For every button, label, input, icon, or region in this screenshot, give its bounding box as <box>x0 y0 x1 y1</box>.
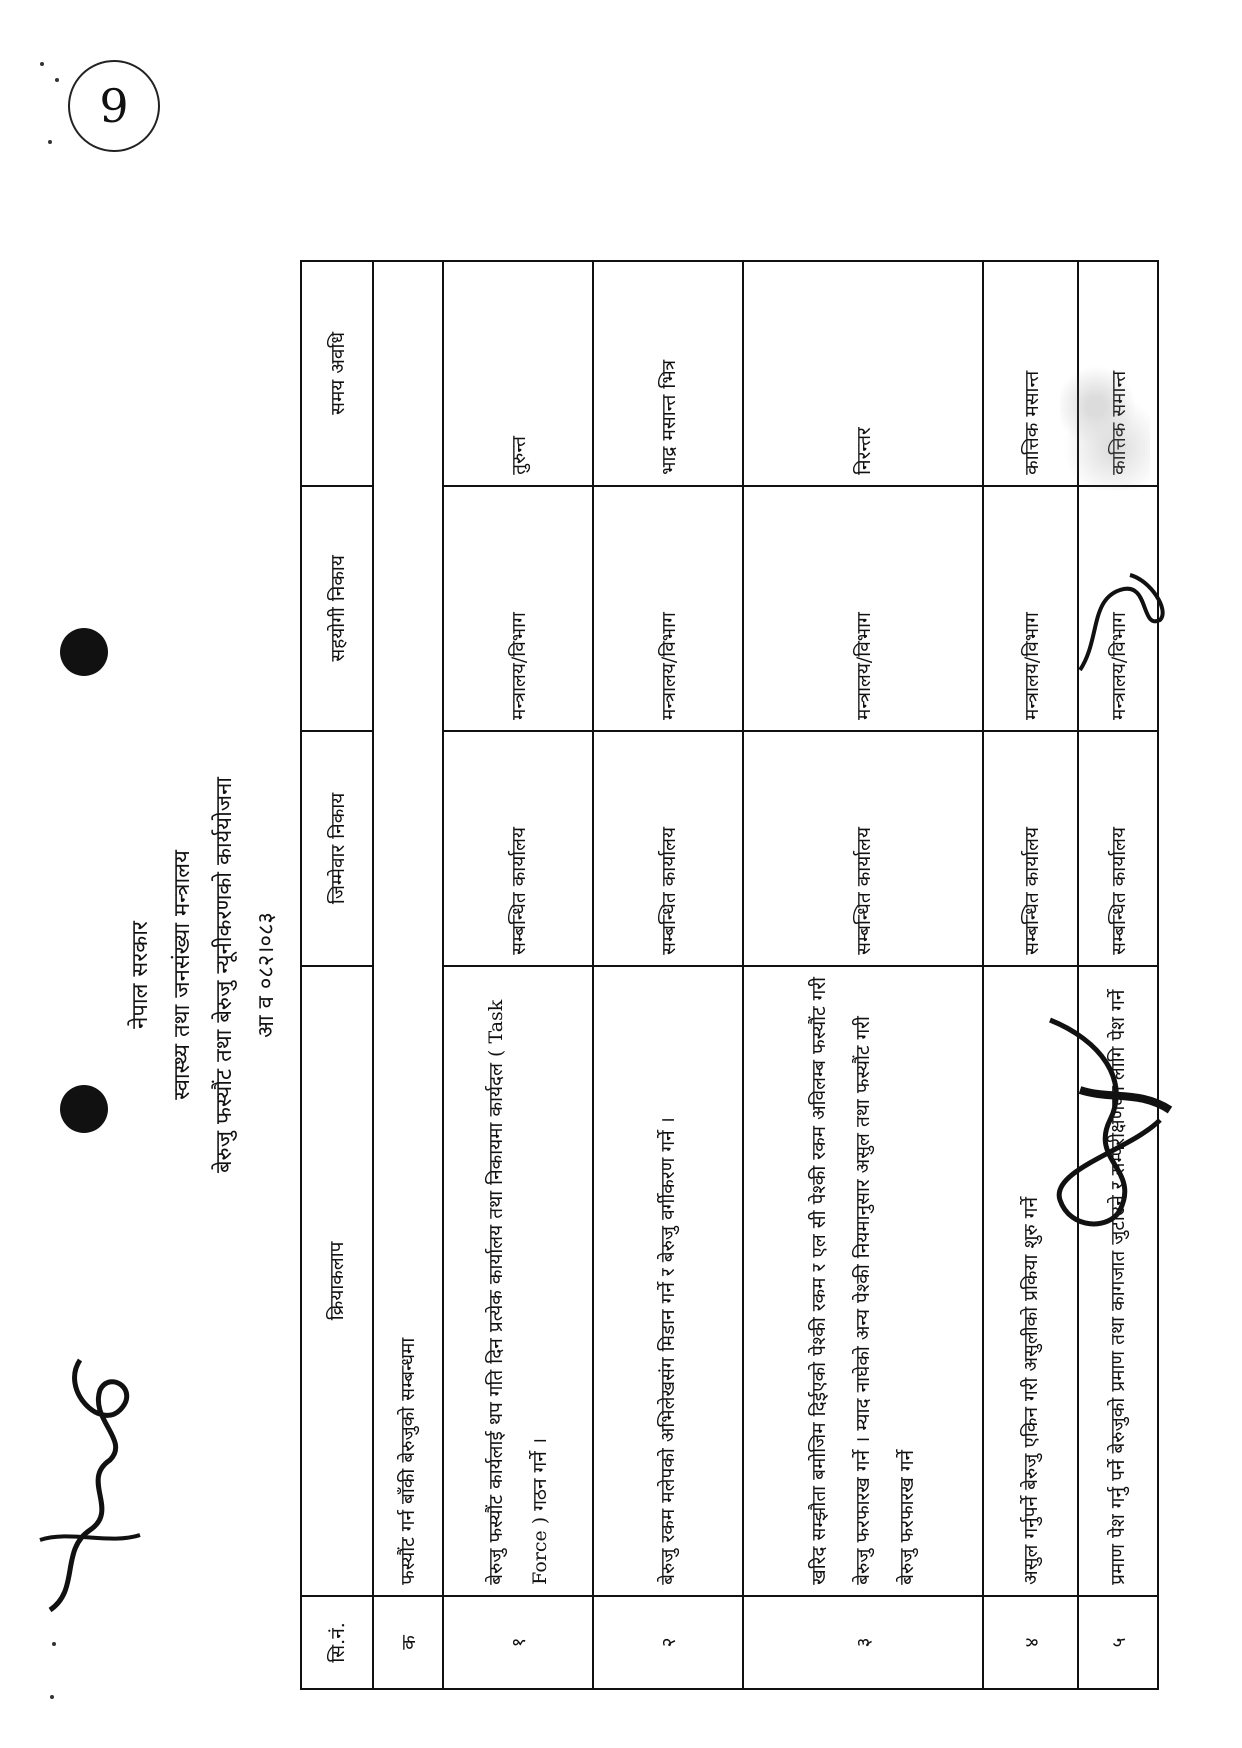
row-support: मन्त्रालय/विभाग <box>1078 486 1158 731</box>
action-plan-table <box>300 260 1159 1690</box>
col-header-sn: सि.नं. <box>301 1596 373 1689</box>
row-timeline: निरन्तर <box>743 261 983 486</box>
table-row <box>443 261 593 1689</box>
row-support: मन्त्रालय/विभाग <box>593 486 743 731</box>
row-responsible: सम्बन्धित कार्यालय <box>1078 731 1158 966</box>
row-timeline: कात्तिक मसान्त <box>983 261 1078 486</box>
row-timeline: भाद्र मसान्त भित्र <box>593 261 743 486</box>
scan-speck <box>40 62 44 66</box>
row-sn: ४ <box>983 1596 1078 1689</box>
punch-hole <box>60 1085 108 1133</box>
section-title: फस्यौंट गर्न बाँकी बेरुजुको सम्बन्धमा <box>373 261 443 1596</box>
document-body <box>120 260 1130 1690</box>
table-header-row <box>301 261 373 1689</box>
row-sn: ५ <box>1078 1596 1158 1689</box>
section-label: क <box>373 1596 443 1689</box>
row-sn: ३ <box>743 1596 983 1689</box>
scan-speck <box>50 1695 54 1699</box>
row-activity: बेरुजु फस्यौंट कार्यलाई थप गति दिन प्रत्येक कार्यालय तथा निकायमा कार्यदल ( Task Force ) गठन गर्ने । <box>443 966 593 1596</box>
punch-hole <box>60 628 108 676</box>
row-activity: असुल गर्नुपर्ने बेरुजु एकिन गरी असुलीको प्रकिया शुरु गर्ने <box>983 966 1078 1596</box>
row-support: मन्त्रालय/विभाग <box>743 486 983 731</box>
col-header-support: सहयोगी निकाय <box>301 486 373 731</box>
row-responsible: सम्बन्धित कार्यालय <box>443 731 593 966</box>
row-support: मन्त्रालय/विभाग <box>983 486 1078 731</box>
row-timeline: कात्तिक समान्त <box>1078 261 1158 486</box>
col-header-activity: क्रियाकलाप <box>301 966 373 1596</box>
row-responsible: सम्बन्धित कार्यालय <box>593 731 743 966</box>
col-header-timeline: समय अवधि <box>301 261 373 486</box>
scan-speck <box>48 140 52 144</box>
signature-left <box>20 1330 160 1630</box>
header-ministry: स्वास्थ्य तथा जनसंख्या मन्त्रालय <box>170 850 195 1100</box>
faded-stamp <box>1060 350 1150 490</box>
row-activity: बेरुजु रकम मलेपको अभिलेखसंग मिडान गर्ने र बेरुजु वर्गीकरण गर्ने । <box>593 966 743 1596</box>
header-plan-title: बेरुजु फस्यौंट तथा बेरुजु न्यूनीकरणको कार्ययोजना <box>212 777 237 1174</box>
row-support: मन्त्रालय/विभाग <box>443 486 593 731</box>
signature-initials <box>1060 560 1180 690</box>
col-header-responsible: जिम्मेवार निकाय <box>301 731 373 966</box>
header-government: नेपाल सरकार <box>128 921 153 1029</box>
header-fiscal-year: आ व ०८२।०८३ <box>254 912 279 1038</box>
row-responsible: सम्बन्धित कार्यालय <box>743 731 983 966</box>
scan-speck <box>55 78 59 82</box>
section-row <box>373 261 443 1689</box>
table-row <box>743 261 983 1689</box>
row-sn: १ <box>443 1596 593 1689</box>
row-activity: खरिद सम्झौता बमोजिम दिईएको पेश्की रकम र एल सी पेश्की रकम अविलम्ब फस्यौंट गरी बेरुजु फरफारख गर्ने । म्याद नाघेको अन्य पेश्की नियमानुसार असुल तथा फस्यौंट गरी बेरुजु फरफारख गर्ने <box>743 966 983 1596</box>
row-timeline: तुरुन्त <box>443 261 593 486</box>
page-number-circle <box>68 60 160 152</box>
row-activity: प्रमाण पेश गर्नु पर्ने बेरुजुको प्रमाण तथा कागजात जुटाउने र सम्परीक्षणका लागि पेश गर्ने <box>1078 966 1158 1596</box>
signature-middle <box>1010 1000 1190 1250</box>
table-row <box>593 261 743 1689</box>
row-sn: २ <box>593 1596 743 1689</box>
row-responsible: सम्बन्धित कार्यालय <box>983 731 1078 966</box>
scan-speck <box>52 1642 56 1646</box>
page-number: 9 <box>99 79 129 133</box>
